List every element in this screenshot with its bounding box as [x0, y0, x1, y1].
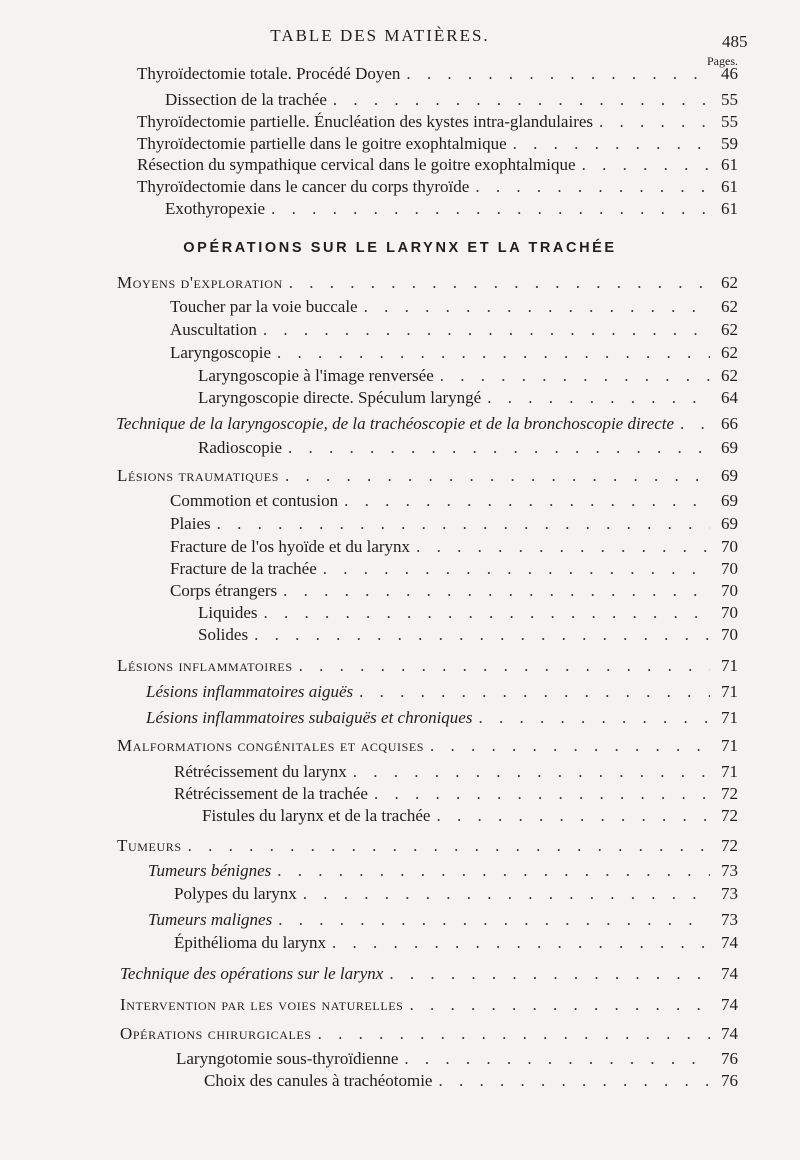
- toc-entry-label: Opérations chirurgicales: [120, 1024, 312, 1043]
- toc-entry-label: Moyens d'exploration: [117, 273, 283, 292]
- dot-leader: [263, 320, 710, 340]
- toc-entry: [174, 884, 738, 904]
- toc-entry-page: 62: [721, 366, 738, 385]
- toc-entry-label: Solides: [198, 625, 249, 644]
- toc-entry: [170, 537, 738, 557]
- toc-entry-label: Résection du sympathique cervical dans le goitre exophtalmique: [137, 155, 576, 174]
- toc-entry-page: 55: [721, 112, 738, 131]
- toc-entry-page: 69: [721, 491, 738, 510]
- toc-entry: [170, 320, 738, 340]
- dot-leader: [299, 656, 710, 676]
- toc-entry-label: Commotion et contusion: [170, 491, 339, 510]
- toc-entry-page: 72: [721, 784, 738, 803]
- toc-entry-page: 61: [721, 199, 738, 218]
- toc-entry-label: Fracture de l'os hyoïde et du larynx: [170, 537, 411, 556]
- toc-entry: [137, 112, 738, 132]
- toc-entry: [174, 933, 738, 953]
- toc-entry-page: 73: [721, 884, 738, 903]
- toc-entry-label: Lésions inflammatoires: [117, 656, 293, 675]
- dot-leader: [364, 297, 710, 317]
- dot-leader: [288, 438, 710, 458]
- toc-entry-page: 69: [721, 438, 738, 457]
- toc-entry-page: 74: [721, 933, 738, 952]
- toc-entry: [170, 559, 738, 579]
- dot-leader: [332, 933, 710, 953]
- toc-entry: [117, 656, 738, 676]
- toc-entry: [170, 297, 738, 317]
- dot-leader: [277, 343, 710, 363]
- toc-entry-label: Rétrécissement du larynx: [174, 762, 347, 781]
- toc-entry-label: Fistules du larynx et de la trachée: [202, 806, 431, 825]
- toc-entry-label: Auscultation: [170, 320, 257, 339]
- dot-leader: [430, 736, 710, 756]
- toc-entry: [170, 581, 738, 601]
- toc-entry-page: 73: [721, 861, 738, 880]
- toc-entry-page: 69: [721, 466, 738, 485]
- toc-entry: [170, 491, 738, 511]
- dot-leader: [188, 836, 710, 856]
- dot-leader: [389, 964, 710, 984]
- toc-entry-label: Liquides: [198, 603, 258, 622]
- toc-entry-page: 64: [721, 388, 738, 407]
- dot-leader: [283, 581, 710, 601]
- dot-leader: [513, 134, 710, 154]
- toc-entry-label: Fracture de la trachée: [170, 559, 317, 578]
- toc-entry-page: 55: [721, 90, 738, 109]
- toc-entry: [198, 603, 738, 623]
- dot-leader: [254, 625, 710, 645]
- toc-entry-page: 74: [721, 1024, 738, 1043]
- toc-entry-page: 62: [721, 320, 738, 339]
- toc-entry-label: Épithélioma du larynx: [174, 933, 327, 952]
- toc-entry-page: 69: [721, 514, 738, 533]
- dot-leader: [374, 784, 710, 804]
- toc-entry-label: Technique de la laryngoscopie, de la trachéoscopie et de la bronchoscopie directe: [116, 414, 675, 433]
- toc-entry-page: 73: [721, 910, 738, 929]
- section-heading: OPÉRATIONS SUR LE LARYNX ET LA TRACHÉE: [183, 240, 617, 256]
- toc-entry: [198, 388, 738, 408]
- toc-entry: [174, 762, 738, 782]
- dot-leader: [440, 366, 710, 386]
- toc-entry-page: 62: [721, 297, 738, 316]
- toc-entry: [165, 90, 738, 110]
- dot-leader: [344, 491, 710, 511]
- toc-entry: [202, 806, 738, 826]
- toc-entry-label: Laryngoscopie: [170, 343, 272, 362]
- toc-entry-page: 71: [721, 682, 738, 701]
- dot-leader: [406, 64, 710, 84]
- toc-entry-page: 62: [721, 273, 738, 292]
- toc-entry-page: 70: [721, 625, 738, 644]
- toc-entry: [117, 736, 738, 756]
- toc-entry: [148, 910, 738, 930]
- toc-entry: [198, 438, 738, 458]
- toc-entry-page: 72: [721, 806, 738, 825]
- toc-entry-label: Radioscopie: [198, 438, 283, 457]
- toc-entry: [120, 1024, 738, 1044]
- page-number: 485: [722, 32, 748, 51]
- toc-entry-label: Thyroïdectomie partielle. Énucléation des kystes intra-glandulaires: [137, 112, 594, 131]
- toc-entry-label: Dissection de la trachée: [165, 90, 327, 109]
- dot-leader: [436, 806, 710, 826]
- toc-entry: [117, 273, 738, 293]
- dot-leader: [303, 884, 710, 904]
- toc-entry-page: 61: [721, 177, 738, 196]
- toc-entry-label: Lésions inflammatoires subaiguës et chroniques: [146, 708, 473, 727]
- toc-entry: [146, 682, 738, 702]
- dot-leader: [217, 514, 710, 534]
- dot-leader: [271, 199, 710, 219]
- toc-entry-label: Tumeurs: [117, 836, 182, 855]
- toc-entry: [117, 836, 738, 856]
- dot-leader: [359, 682, 710, 702]
- toc-entry-page: 66: [721, 414, 738, 433]
- toc-entry: [120, 964, 738, 984]
- dot-leader: [416, 537, 710, 557]
- toc-entry-label: Thyroïdectomie totale. Procédé Doyen: [137, 64, 401, 83]
- toc-entry: [198, 366, 738, 386]
- dot-leader: [478, 708, 710, 728]
- toc-entry-label: Laryngoscopie à l'image renversée: [198, 366, 434, 385]
- toc-entry-label: Exothyropexie: [165, 199, 266, 218]
- toc-entry-label: Polypes du larynx: [174, 884, 297, 903]
- pages-column-label: Pages.: [707, 54, 738, 68]
- toc-entry: [165, 199, 738, 219]
- toc-entry-label: Lésions inflammatoires aiguës: [146, 682, 354, 701]
- toc-entry-page: 70: [721, 581, 738, 600]
- toc-entry-label: Lésions traumatiques: [117, 466, 279, 485]
- dot-leader: [475, 177, 710, 197]
- dot-leader: [277, 861, 710, 881]
- toc-entry-label: Tumeurs malignes: [148, 910, 273, 929]
- dot-leader: [353, 762, 710, 782]
- dot-leader: [278, 910, 710, 930]
- toc-entry-label: Tumeurs bénignes: [148, 861, 272, 880]
- dot-leader: [323, 559, 710, 579]
- toc-entry: [137, 134, 738, 154]
- toc-entry-page: 74: [721, 995, 738, 1014]
- toc-entry-label: Thyroïdectomie partielle dans le goitre exophtalmique: [137, 134, 507, 153]
- toc-entry-page: 61: [721, 155, 738, 174]
- toc-entry-page: 70: [721, 559, 738, 578]
- toc-entry: [170, 514, 738, 534]
- toc-entry-label: Toucher par la voie buccale: [170, 297, 358, 316]
- dot-leader: [409, 995, 710, 1015]
- toc-entry: [148, 861, 738, 881]
- toc-entry-label: Technique des opérations sur le larynx: [120, 964, 384, 983]
- toc-entry: [120, 995, 738, 1015]
- toc-entry: [176, 1049, 738, 1069]
- toc-entry-label: Plaies: [170, 514, 211, 533]
- running-header-title: TABLE DES MATIÈRES.: [270, 26, 490, 45]
- toc-entry: [204, 1071, 738, 1091]
- toc-entry: [170, 343, 738, 363]
- toc-entry-page: 71: [721, 656, 738, 675]
- toc-entry-label: Corps étrangers: [170, 581, 278, 600]
- toc-entry-label: Choix des canules à trachéotomie: [204, 1071, 433, 1090]
- toc-entry-page: 59: [721, 134, 738, 153]
- toc-entry: [117, 466, 738, 486]
- dot-leader: [438, 1071, 710, 1091]
- toc-entry: [137, 155, 738, 175]
- dot-leader: [404, 1049, 710, 1069]
- toc-entry-label: Rétrécissement de la trachée: [174, 784, 368, 803]
- dot-leader: [333, 90, 710, 110]
- dot-leader: [487, 388, 710, 408]
- toc-entry-page: 72: [721, 836, 738, 855]
- toc-entry: [198, 625, 738, 645]
- toc-entry: [146, 708, 738, 728]
- toc-entry: [116, 414, 738, 434]
- dot-leader: [285, 466, 710, 486]
- toc-entry-label: Thyroïdectomie dans le cancer du corps thyroïde: [137, 177, 470, 196]
- toc-entry-page: 71: [721, 736, 738, 755]
- toc-entry-page: 76: [721, 1071, 738, 1090]
- dot-leader: [289, 273, 710, 293]
- toc-entry-page: 70: [721, 537, 738, 556]
- toc-entry-label: Malformations congénitales et acquises: [117, 736, 425, 755]
- toc-entry-page: 70: [721, 603, 738, 622]
- dot-leader: [599, 112, 710, 132]
- dot-leader: [264, 603, 711, 623]
- toc-entry-page: 74: [721, 964, 738, 983]
- toc-entry: [137, 177, 738, 197]
- dot-leader: [582, 155, 710, 175]
- dot-leader: [680, 414, 710, 434]
- toc-entry-page: 46: [721, 64, 738, 83]
- toc-entry-label: Intervention par les voies naturelles: [120, 995, 404, 1014]
- toc-entry-page: 76: [721, 1049, 738, 1068]
- toc-entry: [137, 64, 738, 84]
- toc-entry-page: 71: [721, 708, 738, 727]
- toc-entry-label: Laryngotomie sous-thyroïdienne: [176, 1049, 399, 1068]
- toc-entry-page: 62: [721, 343, 738, 362]
- toc-entry-page: 71: [721, 762, 738, 781]
- toc-entry: [174, 784, 738, 804]
- dot-leader: [318, 1024, 710, 1044]
- toc-entry-label: Laryngoscopie directe. Spéculum laryngé: [198, 388, 482, 407]
